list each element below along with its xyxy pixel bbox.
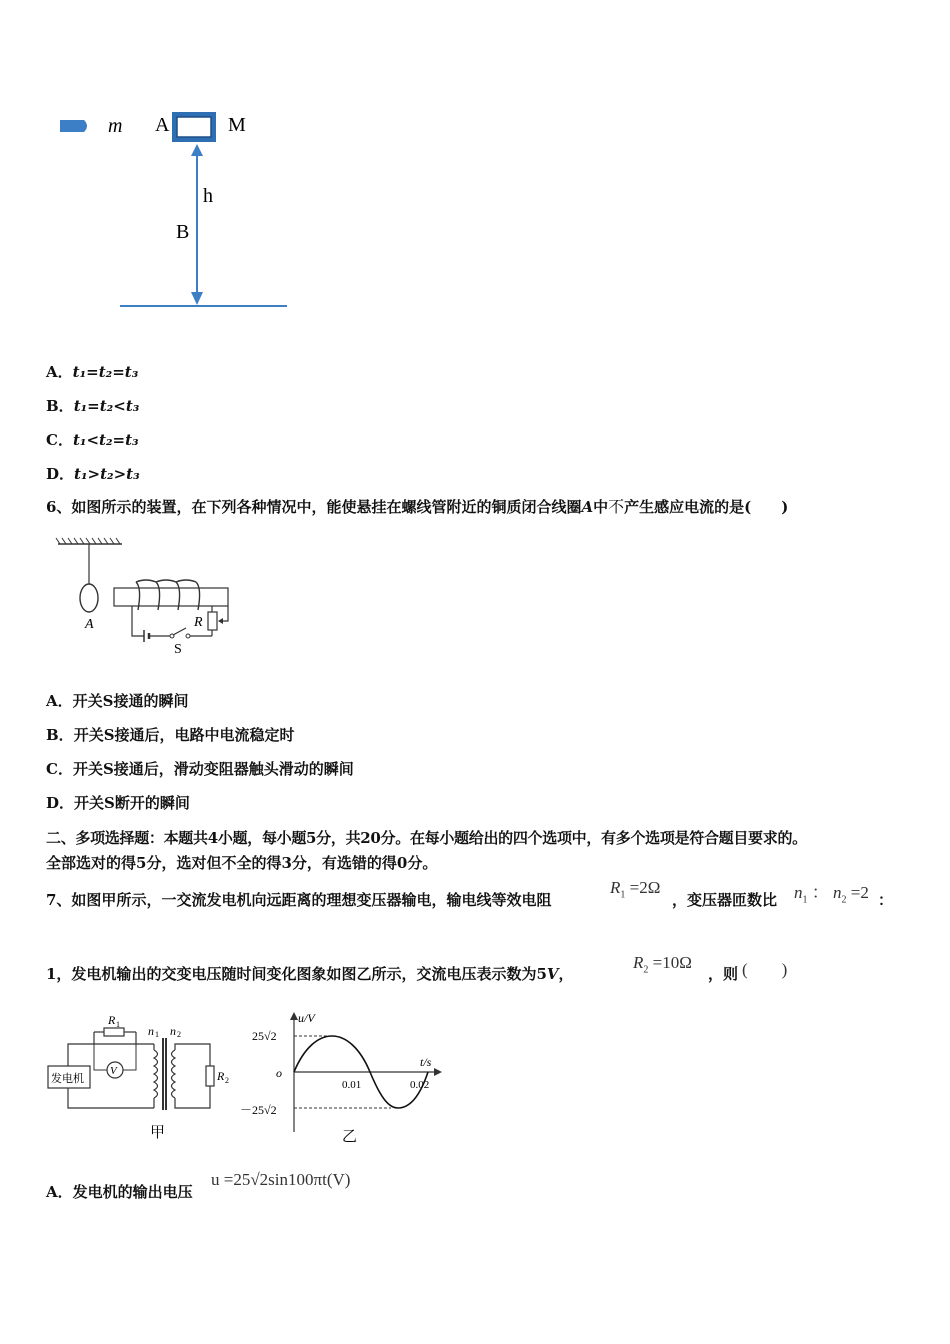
generator-label: 发电机 — [51, 1073, 84, 1085]
ymin-label: －25√2 — [240, 1103, 277, 1117]
label-S: S — [174, 642, 182, 657]
q5-option-a — [46, 362, 138, 382]
bullet-block-figure — [50, 100, 310, 315]
section2-heading-line1: 二、多项选择题：本题共4小题，每小题5分，共20分。在每小题给出的四个选项中，有多个选项是符合题目要求的。 — [46, 829, 807, 847]
q6-option-c: C．开关S接通后，滑动变阻器触头滑动的瞬间 — [46, 760, 354, 778]
bullet-shape — [60, 120, 87, 132]
tick-001: 0.01 — [342, 1079, 362, 1091]
q7-stem-line2: 1，发电机输出的交变电压随时间变化图象如图乙所示，交流电压表示数为5V， — [46, 965, 574, 983]
q6-option-b: B．开关S接通后，电路中电流稳定时 — [46, 726, 295, 744]
label-A: A — [155, 114, 170, 136]
option-label: A． — [46, 363, 73, 381]
option-label: D． — [46, 465, 75, 483]
figure-label-jia: 甲 — [150, 1125, 166, 1141]
copper-coil-A — [80, 584, 98, 612]
svg-text:1: 1 — [155, 1030, 159, 1039]
q5-option-b — [46, 396, 139, 416]
label-R: R — [194, 615, 203, 630]
option-text: t₁=t₂<t₃ — [73, 397, 140, 415]
formula-u: u =25√2sin100πt(V) — [211, 1170, 351, 1189]
svg-text:n: n — [148, 1024, 154, 1038]
svg-text:2: 2 — [225, 1076, 229, 1085]
y-axis-label: u/V — [298, 1011, 315, 1025]
q5-option-c — [46, 430, 139, 450]
q5-option-d — [46, 464, 140, 484]
x-axis-label: t/s — [420, 1055, 432, 1069]
svg-text:R: R — [217, 1069, 225, 1083]
resistor-R1 — [104, 1028, 124, 1036]
q6-option-d: D．开关S断开的瞬间 — [46, 794, 190, 812]
rheostat-R — [208, 612, 217, 630]
transformer-circuit-figure — [44, 1010, 244, 1145]
label-B: B — [176, 221, 190, 243]
svg-text:V: V — [110, 1065, 117, 1077]
figure-label-yi: 乙 — [342, 1129, 358, 1145]
option-text: t₁=t₂=t₃ — [72, 363, 139, 381]
formula-R2: $R_2 =10\Omega$ — [633, 953, 692, 976]
origin-label: o — [276, 1066, 282, 1080]
answer-paren: ( ) — [742, 960, 788, 979]
option-label: C． — [46, 431, 73, 449]
label-A: A — [85, 617, 94, 632]
label-m: m — [108, 115, 123, 137]
option-text: t₁>t₂>t₃ — [74, 465, 140, 483]
option-text: t₁<t₂=t₃ — [72, 431, 139, 449]
q7-option-a: A．发电机的输出电压 — [46, 1183, 193, 1201]
ymax-label: 25√2 — [252, 1029, 277, 1043]
q7-stem-line1-end: ： — [878, 891, 894, 909]
section2-heading-line2: 全部选对的得5分，选对但不全的得3分，有选错的得0分。 — [46, 854, 438, 872]
formula-R1: $R_1 =2\Omega$ — [610, 878, 661, 901]
tick-002: 0.02 — [410, 1079, 430, 1091]
option-label: B． — [46, 397, 74, 415]
svg-text:2: 2 — [177, 1030, 181, 1039]
q7-stem-line1: 7、如图甲所示，一交流发电机向远距离的理想变压器输电，输电线等效电阻 — [46, 891, 552, 909]
svg-text:1: 1 — [116, 1020, 120, 1029]
voltage-time-graph — [238, 1008, 446, 1148]
svg-text:n: n — [170, 1024, 176, 1038]
resistor-R2 — [206, 1066, 214, 1086]
formula-n-ratio: $n_1$ ： $n_2 =2$ — [794, 883, 869, 906]
q6-stem: 6、如图所示的装置，在下列各种情况中，能使悬挂在螺线管附近的铜质闭合线圈A中不产生感应电流的是( ) — [46, 497, 789, 516]
q7-stem-line1-b: ，变压器匝数比 — [672, 891, 778, 909]
solenoid-figure — [52, 532, 252, 657]
solenoid-core — [114, 588, 228, 606]
label-M: M — [228, 114, 246, 136]
svg-text:R: R — [108, 1013, 116, 1027]
q6-option-a: A．开关S接通的瞬间 — [46, 692, 189, 710]
label-h: h — [203, 185, 213, 207]
q7-stem-line2-b: ，则 — [708, 965, 739, 983]
